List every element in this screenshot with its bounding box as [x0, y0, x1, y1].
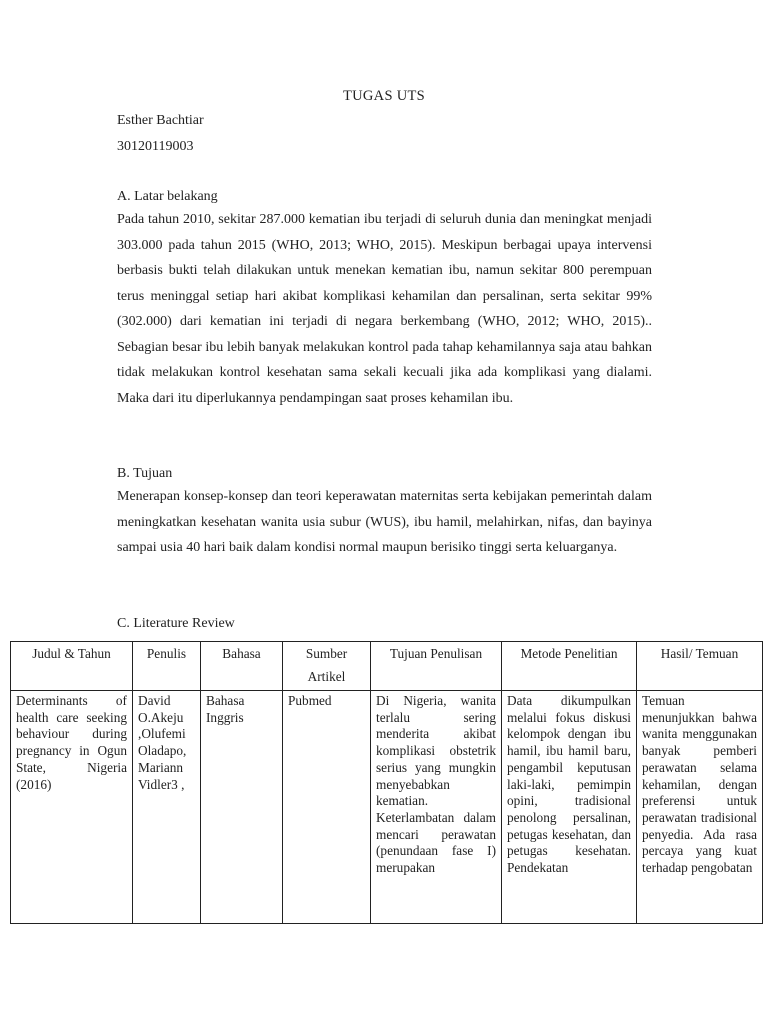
header-judul: Judul & Tahun	[11, 642, 133, 691]
cell-bahasa-text: Bahasa Inggris	[206, 693, 245, 725]
section-c-heading: C. Literature Review	[117, 616, 235, 631]
author-name: Esther Bachtiar	[117, 113, 204, 128]
cell-tujuan	[371, 691, 502, 924]
cell-bahasa	[201, 691, 283, 924]
document-title: TUGAS UTS	[342, 88, 426, 104]
cell-metode-text: Data dikumpulkan melalui fokus diskusi kelompok dengan ibu hamil, ibu hamil baru, pengambil keputusan laki-laki, pemimpin opini, tradisional penolong persalinan, petugas kesehatan, dan petugas kesehatan. Pendekatan	[507, 693, 631, 876]
cell-judul-text: Determinants of health care seeking behaviour during pregnancy in Ogun State, Nigeria (2016)	[16, 693, 127, 792]
cell-judul	[11, 691, 133, 924]
header-bahasa: Bahasa	[201, 642, 283, 691]
cell-penulis	[133, 691, 201, 924]
header-tujuan: Tujuan Penulisan	[371, 642, 502, 691]
section-a-paragraph: Pada tahun 2010, sekitar 287.000 kematian ibu terjadi di seluruh dunia dan meningkat menjadi 303.000 pada tahun 2015 (WHO, 2013; WHO, 2015). Meskipun berbagai upaya intervensi berbasis bukti telah dilakukan untuk menekan kematian ibu, namun sekitar 800 perempuan terus meninggal setiap hari akibat komplikasi kehamilan dan persalinan, serta sekitar 99% (302.000) dari kematian ini terjadi di negara berkembang (WHO, 2012; WHO, 2015).. Sebagian besar ibu lebih banyak melakukan kontrol pada tahap kehamilannya saja atau bahkan tidak melakukan kontrol kesehatan sama sekali kecuali jika ada komplikasi yang dialami. Maka dari itu diperlukannya pendampingan saat proses kehamilan ibu.	[117, 212, 652, 406]
header-metode: Metode Penelitian	[502, 642, 637, 691]
section-b-heading: B. Tujuan	[117, 466, 173, 481]
table-row	[11, 691, 763, 924]
cell-hasil-text: Temuan menunjukkan bahwa wanita menggunakan banyak pemberi perawatan selama kehamilan, dengan preferensi untuk perawatan tradisional penyedia. Ada rasa percaya yang kuat terhadap pengobatan	[642, 693, 757, 876]
header-hasil: Hasil/ Temuan	[637, 642, 763, 691]
cell-metode	[502, 691, 637, 924]
cell-sumber	[283, 691, 371, 924]
cell-penulis-text: David O.Akeju ,Olufemi Oladapo, Mariann Vidler3 ,	[138, 693, 187, 792]
cell-hasil	[637, 691, 763, 924]
student-id: 30120119003	[117, 139, 194, 154]
header-sumber: Sumber Artikel	[283, 642, 371, 691]
section-a-heading: A. Latar belakang	[117, 189, 218, 204]
cell-sumber-text: Pubmed	[288, 693, 332, 708]
header-penulis: Penulis	[133, 642, 201, 691]
section-b-paragraph: Menerapan konsep-konsep dan teori keperawatan maternitas serta kebijakan pemerintah dalam meningkatkan kesehatan wanita usia subur (WUS), ibu hamil, melahirkan, nifas, dan bayinya sampai usia 40 hari baik dalam kondisi normal maupun berisiko tinggi serta keluarganya.	[117, 489, 652, 555]
literature-review-table	[10, 641, 763, 924]
cell-tujuan-text: Di Nigeria, wanita terlalu sering menderita akibat komplikasi obstetrik serius yang mungkin menyebabkan kematian. Keterlambatan dalam mencari perawatan (penundaan fase I) merupakan	[376, 693, 496, 876]
table-header-row	[11, 642, 763, 691]
